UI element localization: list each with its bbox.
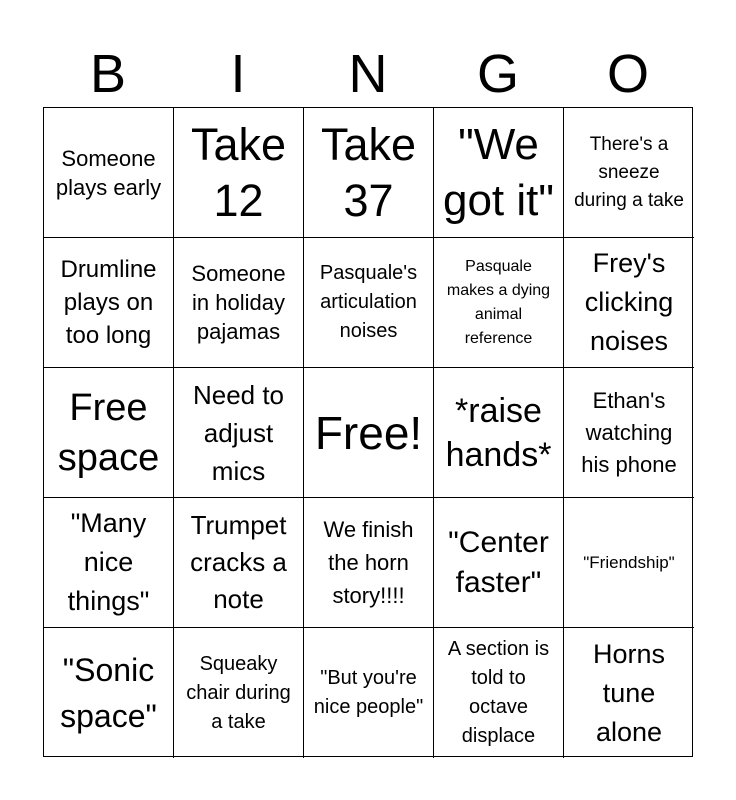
cell-text: We finish the horn story!!!! xyxy=(323,517,414,608)
bingo-cell-r4c5[interactable] xyxy=(564,498,694,628)
cell-text: Pasquale's articulation noises xyxy=(319,262,418,342)
cell-text: Someone in holiday pajamas xyxy=(191,261,286,344)
header-letter-g: G xyxy=(476,44,519,104)
cell-text: "But you're nice people" xyxy=(313,667,424,718)
bingo-cell-r4c3[interactable] xyxy=(304,498,434,628)
bingo-cell-r1c5[interactable] xyxy=(564,108,694,238)
bingo-cell-r3c4[interactable] xyxy=(434,368,564,498)
bingo-cell-r1c3[interactable] xyxy=(304,108,434,238)
bingo-cell-r5c5[interactable] xyxy=(564,628,694,758)
bingo-cell-r1c2[interactable] xyxy=(174,108,304,238)
bingo-cell-r5c3[interactable] xyxy=(304,628,434,758)
bingo-cell-r1c1[interactable] xyxy=(44,108,174,238)
cell-text: Someone plays early xyxy=(55,145,162,200)
cell-text: There's a sneeze during a take xyxy=(574,133,684,211)
bingo-cell-r5c2[interactable] xyxy=(174,628,304,758)
bingo-cell-r2c1[interactable] xyxy=(44,238,174,368)
cell-text: Squeaky chair during a take xyxy=(186,652,291,733)
header-letter-b: B xyxy=(89,44,127,104)
bingo-cell-r5c1[interactable] xyxy=(44,628,174,758)
cell-text: Take 37 xyxy=(320,118,417,226)
bingo-board xyxy=(43,107,693,757)
bingo-cell-r4c2[interactable] xyxy=(174,498,304,628)
cell-text: Trumpet cracks a note xyxy=(190,510,287,614)
bingo-cell-r2c4[interactable] xyxy=(434,238,564,368)
cell-text: Horns tune alone xyxy=(592,638,666,747)
bingo-header xyxy=(43,40,693,108)
cell-text: Pasquale makes a dying animal reference xyxy=(446,257,551,347)
header-letter-o: O xyxy=(606,44,649,104)
bingo-cell-r5c4[interactable] xyxy=(434,628,564,758)
cell-text: "Friendship" xyxy=(583,553,675,572)
bingo-cell-r3c3[interactable] xyxy=(304,368,434,498)
cell-text: "Center faster" xyxy=(448,525,549,599)
bingo-cell-r3c2[interactable] xyxy=(174,368,304,498)
bingo-cell-r4c4[interactable] xyxy=(434,498,564,628)
cell-text: "We got it" xyxy=(442,119,554,225)
cell-text: A section is told to octave displace xyxy=(447,638,550,747)
header-letter-i: I xyxy=(230,44,246,104)
cell-text: Frey's clicking noises xyxy=(584,248,674,356)
cell-text: Drumline plays on too long xyxy=(60,256,157,349)
bingo-cell-r2c2[interactable] xyxy=(174,238,304,368)
bingo-cell-r2c5[interactable] xyxy=(564,238,694,368)
cell-text: *raise hands* xyxy=(445,391,552,474)
cell-text: Need to adjust mics xyxy=(192,379,285,486)
cell-text: Take 12 xyxy=(190,118,287,226)
cell-text: Ethan's watching his phone xyxy=(581,387,677,477)
bingo-cell-r3c1[interactable] xyxy=(44,368,174,498)
bingo-cell-r1c4[interactable] xyxy=(434,108,564,238)
bingo-cell-r3c5[interactable] xyxy=(564,368,694,498)
cell-text: Free! xyxy=(314,406,423,459)
cell-text: "Many nice things" xyxy=(67,508,150,616)
header-letter-n: N xyxy=(348,44,388,104)
cell-text: "Sonic space" xyxy=(60,652,157,734)
bingo-cell-r2c3[interactable] xyxy=(304,238,434,368)
cell-text: Free space xyxy=(57,386,160,479)
bingo-cell-r4c1[interactable] xyxy=(44,498,174,628)
